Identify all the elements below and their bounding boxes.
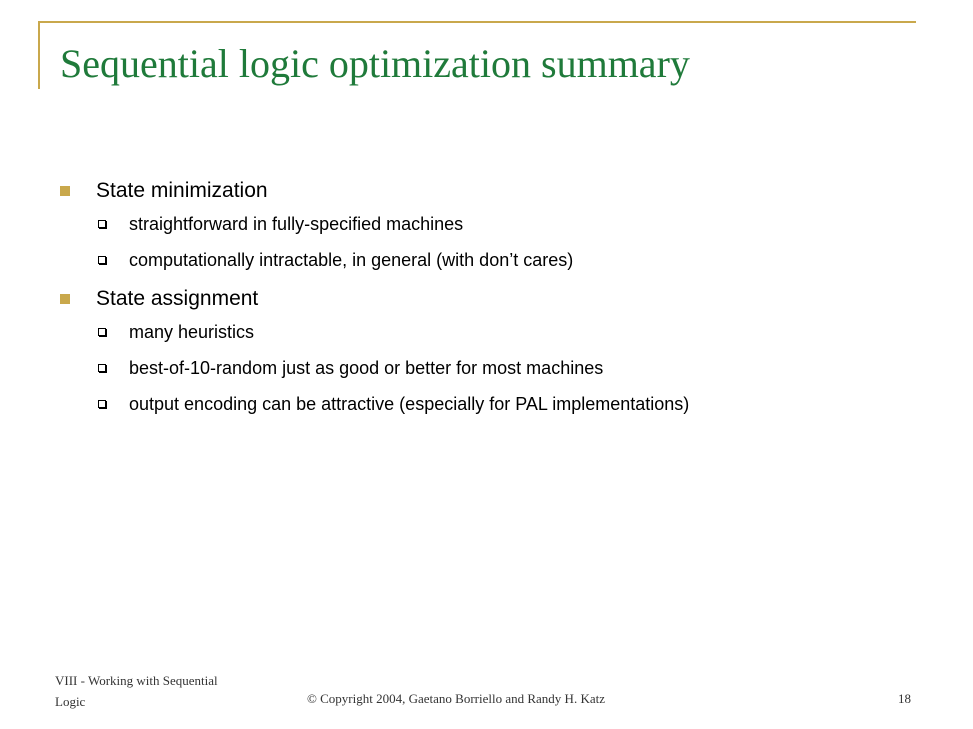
sub-bullet-text: output encoding can be attractive (especially for PAL implementations): [129, 394, 690, 414]
hollow-square-bullet-icon: [98, 220, 106, 228]
hollow-square-bullet-icon: [98, 328, 106, 336]
hollow-square-bullet-icon: [98, 364, 106, 372]
sub-bullet-item: [60, 350, 930, 386]
square-bullet-icon: [60, 294, 70, 304]
footer-section-line2: Logic: [55, 694, 86, 709]
slide-title: Sequential logic optimization summary: [60, 41, 690, 86]
page-number: 18: [898, 691, 911, 706]
frame-top-line: [40, 21, 916, 23]
bullet-text: State assignment: [96, 287, 259, 310]
bullet-list: [60, 176, 930, 422]
hollow-square-bullet-icon: [98, 256, 106, 264]
sub-bullet-item: [60, 386, 930, 422]
sub-bullet-item: [60, 206, 930, 242]
sub-bullet-text: many heuristics: [129, 322, 255, 342]
bullet-text: State minimization: [96, 179, 268, 202]
footer-section-title: [55, 670, 265, 712]
sub-bullet-item: [60, 242, 930, 278]
sub-bullet-text: computationally intractable, in general (with don’t cares): [129, 250, 574, 270]
frame-left-line: [38, 21, 40, 89]
sub-bullet-text: best-of-10-random just as good or better for most machines: [129, 358, 604, 378]
hollow-square-bullet-icon: [98, 400, 106, 408]
bullet-item-state-assignment: [60, 284, 930, 314]
square-bullet-icon: [60, 186, 70, 196]
sub-bullet-text: straightforward in fully-specified machines: [129, 214, 464, 234]
bullet-item-state-minimization: [60, 176, 930, 206]
footer-section-line1: VIII - Working with Sequential: [55, 673, 218, 688]
sub-bullet-item: [60, 314, 930, 350]
footer-copyright: © Copyright 2004, Gaetano Borriello and Randy H. Katz: [307, 691, 605, 706]
